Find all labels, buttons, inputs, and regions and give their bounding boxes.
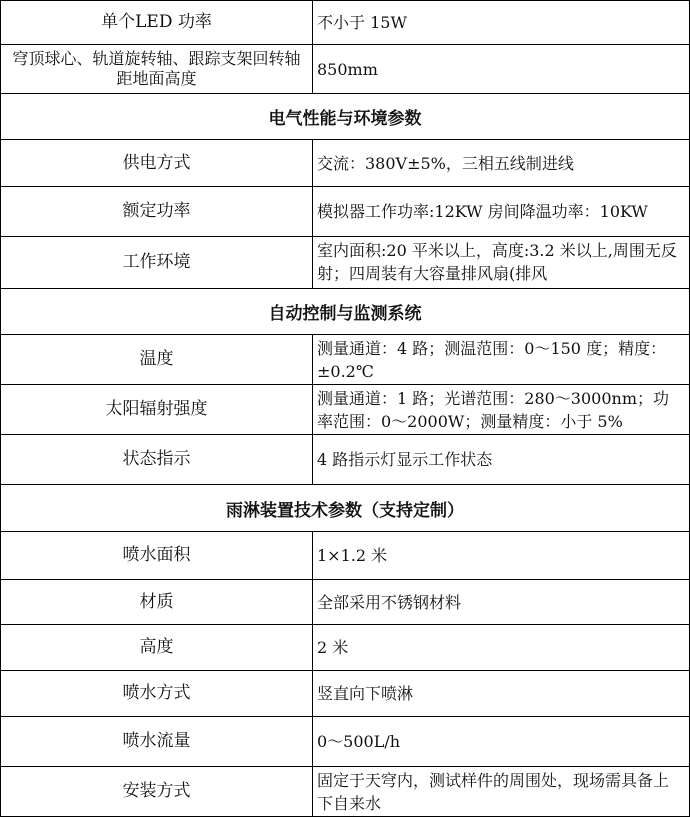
row-value: 室内面积:20 平米以上，高度:3.2 米以上,周围无反射；四周装有大容量排风扇(排风 <box>317 241 677 283</box>
row-label: 工作环境 <box>1 237 313 288</box>
row-label: 安装方式 <box>1 767 313 816</box>
table-row <box>1 45 689 94</box>
row-value: 模拟器工作功率:12KW 房间降温功率：10KW <box>317 202 648 221</box>
row-label: 喷水流量 <box>1 717 313 766</box>
table-row <box>1 385 689 435</box>
row-value: 1×1.2 米 <box>317 546 388 565</box>
row-value: 4 路指示灯显示工作状态 <box>317 450 493 469</box>
table-row <box>1 532 689 580</box>
table-row <box>1 580 689 625</box>
row-value: 固定于天穹内，测试样件的周围处，现场需具备上下自来水 <box>317 770 670 813</box>
row-value: 不小于 15W <box>317 13 407 32</box>
row-value: 2 米 <box>317 638 349 657</box>
table-row <box>1 717 689 767</box>
row-label: 额定功率 <box>1 187 313 236</box>
section-row <box>1 289 689 335</box>
row-label: 温度 <box>1 335 313 384</box>
table-row <box>1 435 689 485</box>
section-heading: 电气性能与环境参数 <box>268 109 422 129</box>
row-value: 交流：380V±5%，三相五线制进线 <box>317 153 574 173</box>
table-row <box>1 1 689 45</box>
table-row <box>1 767 689 816</box>
table-row <box>1 187 689 237</box>
row-label: 高度 <box>1 625 313 670</box>
table-row <box>1 335 689 385</box>
row-label: 材质 <box>1 580 313 624</box>
row-value: 全部采用不锈钢材料 <box>317 592 462 612</box>
row-value: 850mm <box>317 59 378 79</box>
table-row <box>1 237 689 289</box>
table-row <box>1 625 689 671</box>
section-row <box>1 94 689 140</box>
section-heading: 雨淋装置技术参数（支持定制） <box>226 500 464 521</box>
row-label: 单个LED 功率 <box>1 1 313 44</box>
table-row <box>1 140 689 187</box>
row-value: 测量通道：4 路；测温范围：0～150 度；精度：±0.2℃ <box>317 338 667 381</box>
row-value: 竖直向下喷淋 <box>317 684 414 703</box>
row-label: 太阳辐射强度 <box>1 385 313 434</box>
row-label: 供电方式 <box>1 140 313 186</box>
section-heading: 自动控制与监测系统 <box>268 304 422 324</box>
row-label: 穹顶球心、轨道旋转轴、跟踪支架回转轴距地面高度 <box>1 45 313 93</box>
row-value: 测量通道：1 路；光谱范围：280～3000nm；功率范围：0～2000W；测量精度：小于 5% <box>317 388 670 431</box>
table-row <box>1 671 689 717</box>
row-label: 状态指示 <box>1 435 313 484</box>
row-label: 喷水方式 <box>1 671 313 716</box>
section-row <box>1 485 689 532</box>
row-label: 喷水面积 <box>1 532 313 579</box>
row-value: 0～500L/h <box>317 732 401 751</box>
